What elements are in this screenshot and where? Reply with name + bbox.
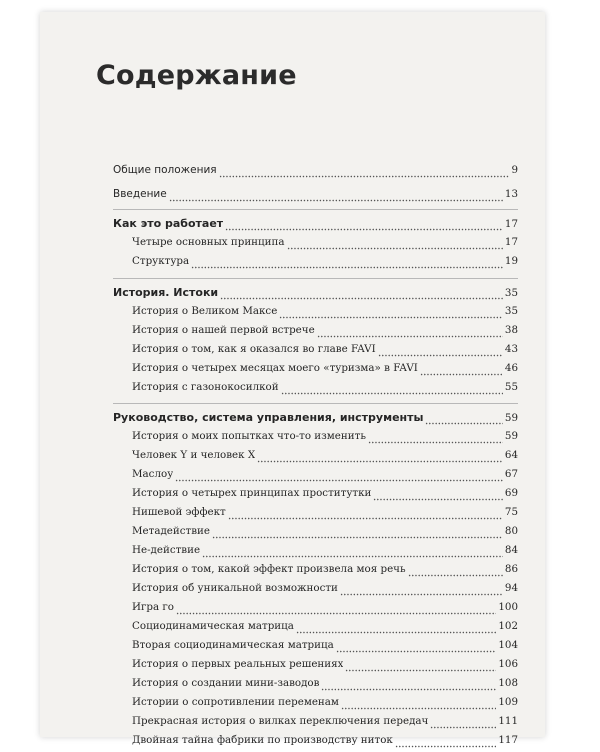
book-page <box>40 12 545 746</box>
toc-section-page: 17 <box>504 218 518 230</box>
dot-leader <box>296 631 496 634</box>
toc-entry-label: История о четырех принципах проститутки <box>132 487 372 499</box>
toc-entry-page: 75 <box>504 506 518 518</box>
toc-section-page: 59 <box>504 412 518 424</box>
toc-entry-label: Структура <box>132 255 190 267</box>
toc-entry[interactable] <box>132 696 518 714</box>
toc-entry[interactable] <box>132 734 518 752</box>
toc-entry-page: 19 <box>504 255 518 267</box>
section-divider <box>113 209 518 210</box>
toc-entry[interactable] <box>132 305 518 323</box>
dot-leader <box>257 460 503 463</box>
toc-entry-page: 38 <box>504 324 518 336</box>
toc-entry[interactable] <box>132 658 518 676</box>
toc-entry[interactable] <box>132 487 518 505</box>
toc-entry-page: 111 <box>498 715 518 727</box>
toc-entry-page: 46 <box>504 362 518 374</box>
toc-entry[interactable] <box>132 343 518 361</box>
toc-entry-page: 86 <box>504 563 518 575</box>
toc-entry[interactable] <box>132 677 518 695</box>
toc-entry-label: История о Великом Максе <box>132 305 278 317</box>
toc-entry[interactable] <box>132 715 518 733</box>
dot-leader <box>279 316 503 319</box>
toc-entry-page: 108 <box>498 677 518 689</box>
toc-entry[interactable] <box>132 362 518 380</box>
section-divider <box>113 278 518 279</box>
toc-section-label: История. Истоки <box>113 286 219 299</box>
toc-entry[interactable] <box>132 506 518 524</box>
toc-entry-page: 109 <box>498 696 518 708</box>
toc-entry[interactable] <box>132 255 518 273</box>
dot-leader <box>212 536 503 539</box>
dot-leader <box>175 479 503 482</box>
toc-entry-label: Двойная тайна фабрики по производству ниток <box>132 734 393 746</box>
toc-entry-page: 64 <box>504 449 518 461</box>
dot-leader <box>408 574 503 577</box>
dot-leader <box>281 392 503 395</box>
toc-entry-label: Введение <box>113 188 167 200</box>
dot-leader <box>340 593 503 596</box>
table-of-contents <box>40 12 545 746</box>
dot-leader <box>225 228 503 231</box>
dot-leader <box>336 650 497 653</box>
toc-entry-page: 9 <box>511 164 518 176</box>
dot-leader <box>191 266 503 269</box>
toc-entry-page: 100 <box>498 601 518 613</box>
toc-section-heading[interactable] <box>113 286 518 304</box>
toc-entry-label: Игра го <box>132 601 174 613</box>
toc-entry-label: Общие положения <box>113 164 217 176</box>
dot-leader <box>430 726 496 729</box>
toc-entry-label: Вторая социодинамическая матрица <box>132 639 334 651</box>
toc-entry-label: История о четырех месяцах моего «туризма» в FAVI <box>132 362 418 374</box>
dot-leader <box>373 498 503 501</box>
dot-leader <box>220 297 503 300</box>
toc-entry-label: История о моих попытках что-то изменить <box>132 430 366 442</box>
toc-entry[interactable] <box>132 601 518 619</box>
toc-entry-label: Человек Y и человек X <box>132 449 256 461</box>
dot-leader <box>169 199 503 202</box>
toc-entry-label: История о нашей первой встрече <box>132 324 315 336</box>
toc-entry[interactable] <box>132 381 518 399</box>
toc-entry-label: Не-действие <box>132 544 201 556</box>
toc-entry[interactable] <box>132 639 518 657</box>
toc-entry-label: Четыре основных принципа <box>132 236 285 248</box>
toc-entry-label: История о том, какой эффект произвела моя речь <box>132 563 406 575</box>
toc-entry-page: 43 <box>504 343 518 355</box>
toc-entry-page: 94 <box>504 582 518 594</box>
dot-leader <box>176 612 496 615</box>
dot-leader <box>321 688 496 691</box>
dot-leader <box>287 247 503 250</box>
toc-entry-label: История о том, как я оказался во главе FAVI <box>132 343 376 355</box>
toc-entry-page: 13 <box>504 188 518 200</box>
toc-entry-page: 104 <box>498 639 518 651</box>
toc-entry-introduction[interactable] <box>113 188 518 206</box>
toc-entry-label: Нишевой эффект <box>132 506 226 518</box>
dot-leader <box>219 175 510 178</box>
toc-entry-general-provisions[interactable] <box>113 164 518 182</box>
dot-leader <box>420 373 503 376</box>
dot-leader <box>317 335 503 338</box>
toc-entry-page: 67 <box>504 468 518 480</box>
toc-entry[interactable] <box>132 430 518 448</box>
toc-section-heading[interactable] <box>113 411 518 429</box>
toc-entry[interactable] <box>132 236 518 254</box>
dot-leader <box>345 669 496 672</box>
toc-section-label: Руководство, система управления, инструменты <box>113 411 424 424</box>
toc-entry[interactable] <box>132 468 518 486</box>
toc-section-heading[interactable] <box>113 217 518 235</box>
toc-entry-page: 55 <box>504 381 518 393</box>
toc-entry[interactable] <box>132 525 518 543</box>
dot-leader <box>425 422 502 425</box>
toc-entry-label: Маслоу <box>132 468 174 480</box>
toc-entry-page: 102 <box>498 620 518 632</box>
page-title: Содержание <box>96 60 297 91</box>
toc-entry[interactable] <box>132 563 518 581</box>
toc-entry-label: Метадействие <box>132 525 210 537</box>
toc-entry[interactable] <box>132 544 518 562</box>
toc-entry-page: 69 <box>504 487 518 499</box>
dot-leader <box>368 441 503 444</box>
toc-entry-label: История о создании мини-заводов <box>132 677 320 689</box>
dot-leader <box>202 555 503 558</box>
toc-entry-page: 59 <box>504 430 518 442</box>
dot-leader <box>378 354 503 357</box>
toc-entry-label: Прекрасная история о вилках переключения передач <box>132 715 429 727</box>
toc-entry-page: 17 <box>504 236 518 248</box>
toc-entry[interactable] <box>132 324 518 342</box>
toc-entry-label: История с газонокосилкой <box>132 381 279 393</box>
toc-entry-label: Истории о сопротивлении переменам <box>132 696 339 708</box>
toc-entry[interactable] <box>132 620 518 638</box>
toc-entry-label: История об уникальной возможности <box>132 582 338 594</box>
toc-entry-page: 84 <box>504 544 518 556</box>
toc-entry-page: 117 <box>498 734 518 746</box>
toc-entry-label: История о первых реальных решениях <box>132 658 344 670</box>
dot-leader <box>341 707 496 710</box>
toc-entry[interactable] <box>132 582 518 600</box>
toc-entry[interactable] <box>132 449 518 467</box>
toc-section-page: 35 <box>504 287 518 299</box>
toc-entry-label: Социодинамическая матрица <box>132 620 294 632</box>
dot-leader <box>228 517 503 520</box>
dot-leader <box>395 745 496 748</box>
toc-section-label: Как это работает <box>113 217 224 230</box>
toc-entry-page: 80 <box>504 525 518 537</box>
toc-entry-page: 35 <box>504 305 518 317</box>
toc-entry-page: 106 <box>498 658 518 670</box>
section-divider <box>113 403 518 404</box>
